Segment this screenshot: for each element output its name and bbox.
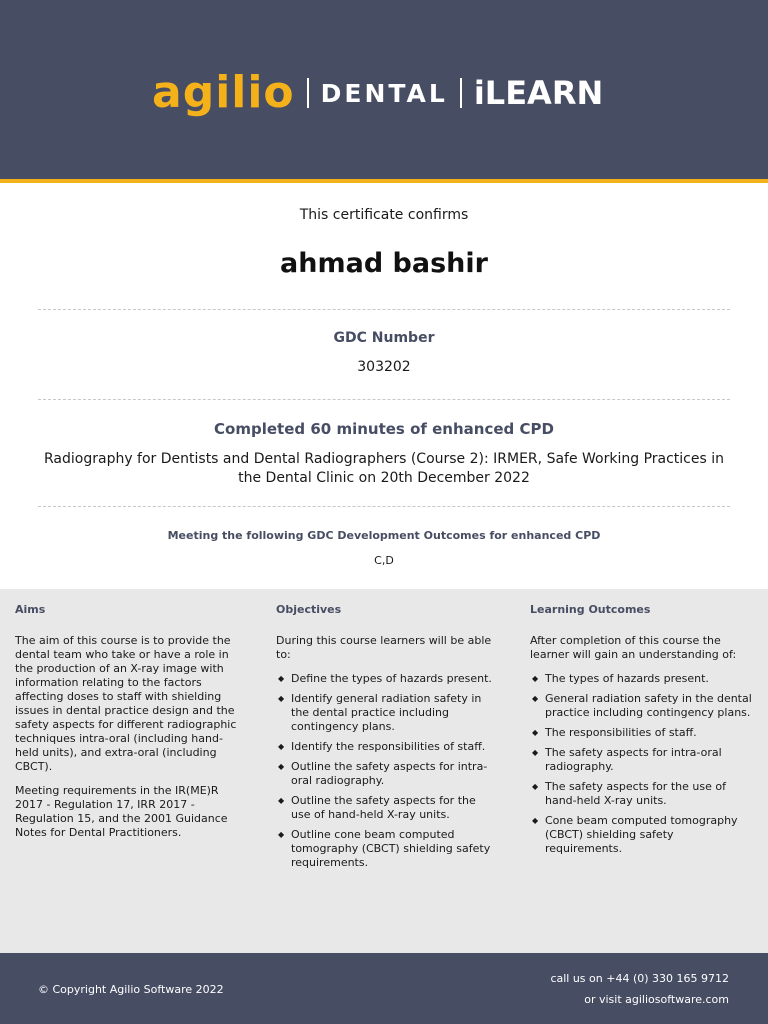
bullet-icon: ◆ [278,674,285,683]
list-item-text: Identify general radiation safety in the dental practice including contingency plans. [291,692,482,733]
development-outcomes-label: Meeting the following GDC Development Outcomes for enhanced CPD [167,529,601,542]
logo-separator [460,78,462,108]
list-item-text: General radiation safety in the dental practice including contingency plans. [545,692,752,719]
bullet-icon: ◆ [278,742,285,751]
gdc-number-value: 303202 [357,359,411,375]
logo-separator [307,78,309,108]
objectives-column [276,603,498,876]
aims-paragraph: The aim of this course is to provide the dental team who take or have a role in the production of an X-ray image with information relating to the factors affecting doses to staff with shielding issues in dental practice design and the safety aspects for different radiographic techniques intra-oral (including hand-held units), and extra-oral (including CBCT). [15,634,237,773]
bullet-icon: ◆ [532,674,539,683]
list-item [530,672,752,686]
learning-outcomes-intro: After completion of this course the learner will gain an understanding of: [530,634,737,661]
list-item [530,814,752,856]
copyright-text: © Copyright Agilio Software 2022 [38,983,224,996]
list-item [530,746,752,774]
learning-outcomes-list [530,672,752,856]
course-title: Radiography for Dentists and Dental Radiographers (Course 2): IRMER, Safe Working Practices in the Dental Clinic on 20th December 2022 [44,451,724,486]
list-item-text: The types of hazards present. [545,672,709,685]
list-item-text: Outline the safety aspects for the use of hand-held X-ray units. [291,794,476,821]
bullet-icon: ◆ [278,796,285,805]
list-item-text: The responsibilities of staff. [545,726,697,739]
bullet-icon: ◆ [278,694,285,703]
list-item [276,760,498,788]
aims-paragraph: Meeting requirements in the IR(ME)R 2017 - Regulation 17, IRR 2017 - Regulation 15, and the 2001 Guidance Notes for Dental Practitioners. [15,784,228,839]
confirms-text: This certificate confirms [299,207,469,223]
certificate-header [0,0,768,183]
list-item-text: Cone beam computed tomography (CBCT) shielding safety requirements. [545,814,738,855]
course-info-panel [0,589,768,953]
list-item-text: Outline cone beam computed tomography (CBCT) shielding safety requirements. [291,828,491,869]
list-item-text: Define the types of hazards present. [291,672,492,685]
aims-column [15,603,237,850]
list-item [530,726,752,740]
objectives-list [276,672,498,870]
logo-brand: agilio [152,67,295,118]
logo-product: iLEARN [473,74,604,112]
list-item [276,692,498,734]
certificate-footer [0,953,768,1024]
list-item-text: Identify the responsibilities of staff. [291,740,486,753]
list-item-text: Outline the safety aspects for intra-oral radiography. [291,760,488,787]
bullet-icon: ◆ [278,762,285,771]
aims-heading: Aims [15,603,46,616]
bullet-icon: ◆ [278,830,285,839]
bullet-icon: ◆ [532,728,539,737]
list-item [276,828,498,870]
gdc-number-label: GDC Number [333,330,435,346]
objectives-heading: Objectives [276,603,342,616]
objectives-intro: During this course learners will be able to: [276,634,492,661]
list-item [276,740,498,754]
cpd-title: Completed 60 minutes of enhanced CPD [214,420,554,438]
divider [38,309,730,310]
bullet-icon: ◆ [532,782,539,791]
bullet-icon: ◆ [532,748,539,757]
learner-name: ahmad bashir [280,248,488,279]
list-item-text: The safety aspects for the use of hand-held X-ray units. [545,780,726,807]
list-item [276,794,498,822]
divider [38,506,730,507]
list-item [530,692,752,720]
agilio-dental-ilearn-logo [152,64,603,122]
bullet-icon: ◆ [532,816,539,825]
contact-website[interactable]: or visit agiliosoftware.com [584,993,729,1006]
list-item-text: The safety aspects for intra-oral radiography. [545,746,722,773]
learning-outcomes-heading: Learning Outcomes [530,603,651,616]
logo-division: DENTAL [320,78,448,108]
list-item [276,672,498,686]
bullet-icon: ◆ [532,694,539,703]
list-item [530,780,752,808]
divider [38,399,730,400]
contact-phone: call us on +44 (0) 330 165 9712 [550,972,729,985]
learning-outcomes-column [530,603,752,862]
development-outcomes-value: C,D [374,554,394,567]
